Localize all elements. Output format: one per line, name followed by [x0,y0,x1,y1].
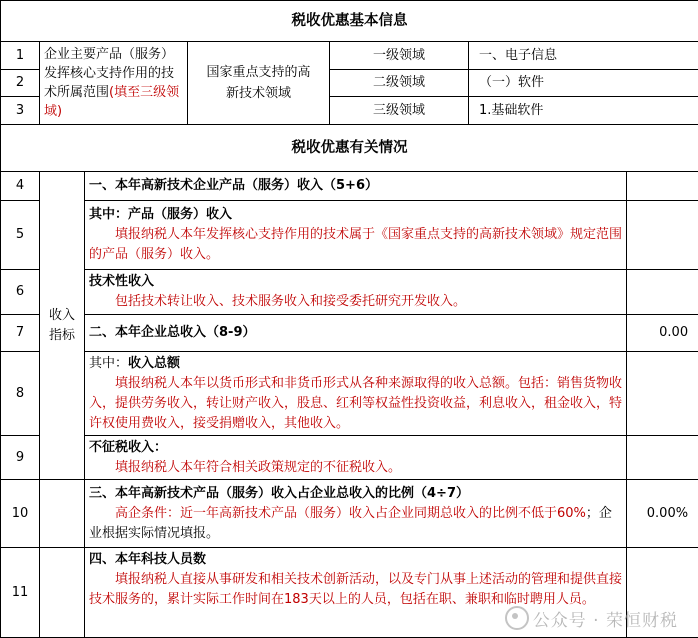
level-1-value[interactable]: 一、电子信息 [469,42,698,70]
item-value[interactable]: 0.00% [627,480,698,548]
item-value[interactable] [627,201,698,270]
details-title: 税收优惠有关情况 [1,125,698,172]
income-indicator-group: 收入指标 [40,172,85,480]
item-description: 填报纳税人本年以货币形式和非货币形式从各种来源取得的收入总额。包括：销售货物收入，提供劳务收入，转让财产收入，股息、红利等权益性投资收益，利息收入，租金收入，特许权使用费收入，接受捐赠收入，其他收入。 [89,374,622,434]
row-number: 5 [1,201,40,270]
field-label: 国家重点支持的高新技术领域 [188,42,330,125]
item-value[interactable] [627,172,698,201]
level-2-label: 二级领域 [330,70,469,97]
row-number: 2 [1,70,40,97]
item-cell [85,436,627,480]
item-description: 高企条件：近一年高新技术产品（服务）收入占企业同期总收入的比例不低于60%；企业根据实际情况填报。 [89,504,622,544]
level-2-value[interactable]: （一）软件 [469,70,698,97]
item-value[interactable]: 0.00 [627,315,698,352]
item-title: 一、本年高新技术企业产品（服务）收入（5+6） [85,172,627,201]
row-number: 3 [1,97,40,125]
tech-scope-label: 企业主要产品（服务）发挥核心支持作用的技术所属范围(填至三级领域) [40,42,188,125]
item-description: 填报纳税人直接从事研发和相关技术创新活动，以及专门从事上述活动的管理和提供直接技术服务的，累计实际工作时间在183天以上的人员，包括在职、兼职和临时聘用人员。 [89,570,622,610]
item-title: 四、本年科技人员数 [89,550,622,570]
level-3-value[interactable]: 1.基础软件 [469,97,698,125]
level-3-label: 三级领域 [330,97,469,125]
item-title: 三、本年高新技术产品（服务）收入占企业总收入的比例（4÷7） [89,484,622,504]
watermark: 公众号 · 荣恒财税 [505,606,678,631]
item-description: 填报纳税人本年符合相关政策规定的不征税收入。 [89,458,622,478]
row-number: 9 [1,436,40,480]
row-number: 1 [1,42,40,70]
item-title: 技术性收入 [89,272,622,292]
item-value[interactable] [627,436,698,480]
item-title: 不征税收入： [89,438,622,458]
item-title: 其中：产品（服务）收入 [89,205,622,225]
wechat-icon [505,606,529,630]
item-cell [85,480,627,548]
item-description: 包括技术转让收入、技术服务收入和接受委托研究开发收入。 [89,292,622,312]
row-number: 7 [1,315,40,352]
item-value[interactable] [627,352,698,436]
basic-info-title: 税收优惠基本信息 [1,1,698,42]
row-number: 6 [1,270,40,315]
item-title: 二、本年企业总收入（8-9） [85,315,627,352]
item-title: 其中：收入总额 [89,354,622,374]
row-number: 10 [1,480,40,548]
item-cell [85,201,627,270]
item-description: 填报纳税人本年发挥核心支持作用的技术属于《国家重点支持的高新技术领域》规定范围的产品（服务）收入。 [89,225,622,265]
item-value[interactable] [627,270,698,315]
item-cell [85,270,627,315]
row-number: 11 [1,548,40,638]
row-number: 8 [1,352,40,436]
row-number: 4 [1,172,40,201]
item-cell [85,352,627,436]
level-1-label: 一级领域 [330,42,469,70]
